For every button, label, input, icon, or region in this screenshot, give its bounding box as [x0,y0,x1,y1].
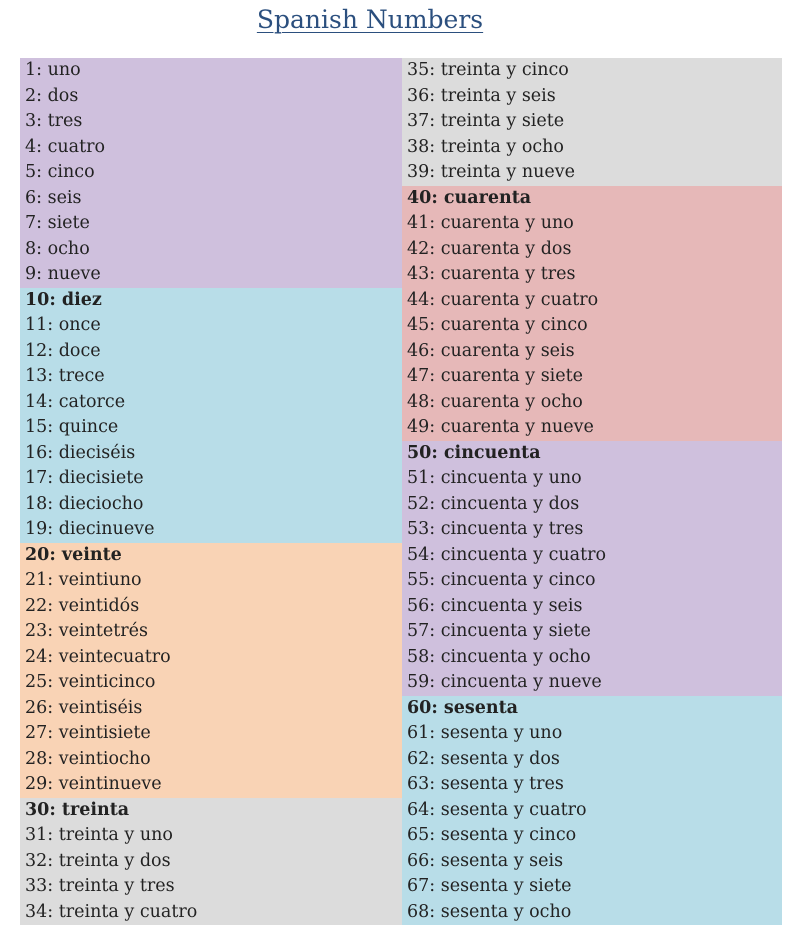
number-row: 7: siete [20,211,402,237]
number-row: 24: veintecuatro [20,645,402,671]
number-row: 33: treinta y tres [20,874,402,900]
number-row: 27: veintisiete [20,721,402,747]
number-group-heading: 50: cincuenta [402,441,782,467]
number-row: 51: cincuenta y uno [402,466,782,492]
number-row: 41: cuarenta y uno [402,211,782,237]
numbers-table [20,58,782,925]
number-row: 26: veintiséis [20,696,402,722]
number-row: 25: veinticinco [20,670,402,696]
number-row: 38: treinta y ocho [402,135,782,161]
number-row: 16: dieciséis [20,441,402,467]
number-row: 67: sesenta y siete [402,874,782,900]
number-row: 61: sesenta y uno [402,721,782,747]
number-row: 53: cincuenta y tres [402,517,782,543]
number-row: 66: sesenta y seis [402,849,782,875]
number-row: 19: diecinueve [20,517,402,543]
number-group-heading: 10: diez [20,288,402,314]
number-row: 32: treinta y dos [20,849,402,875]
number-group-heading: 20: veinte [20,543,402,569]
number-row: 44: cuarenta y cuatro [402,288,782,314]
number-group-heading: 60: sesenta [402,696,782,722]
number-row: 5: cinco [20,160,402,186]
number-row: 42: cuarenta y dos [402,237,782,263]
number-row: 2: dos [20,84,402,110]
number-row: 14: catorce [20,390,402,416]
number-row: 15: quince [20,415,402,441]
number-row: 34: treinta y cuatro [20,900,402,926]
number-row: 56: cincuenta y seis [402,594,782,620]
number-row: 54: cincuenta y cuatro [402,543,782,569]
number-row: 68: sesenta y ocho [402,900,782,926]
number-row: 6: seis [20,186,402,212]
number-row: 59: cincuenta y nueve [402,670,782,696]
number-row: 58: cincuenta y ocho [402,645,782,671]
number-row: 36: treinta y seis [402,84,782,110]
number-row: 4: cuatro [20,135,402,161]
number-row: 43: cuarenta y tres [402,262,782,288]
number-row: 11: once [20,313,402,339]
number-row: 12: doce [20,339,402,365]
number-row: 65: sesenta y cinco [402,823,782,849]
number-row: 13: trece [20,364,402,390]
number-row: 17: diecisiete [20,466,402,492]
number-row: 23: veintetrés [20,619,402,645]
number-row: 49: cuarenta y nueve [402,415,782,441]
number-row: 45: cuarenta y cinco [402,313,782,339]
number-row: 31: treinta y uno [20,823,402,849]
number-row: 22: veintidós [20,594,402,620]
left-column [20,58,402,925]
number-group-heading: 30: treinta [20,798,402,824]
number-row: 47: cuarenta y siete [402,364,782,390]
number-row: 48: cuarenta y ocho [402,390,782,416]
number-row: 8: ocho [20,237,402,263]
number-row: 63: sesenta y tres [402,772,782,798]
number-row: 37: treinta y siete [402,109,782,135]
number-row: 28: veintiocho [20,747,402,773]
page-title: Spanish Numbers [256,5,484,34]
number-row: 57: cincuenta y siete [402,619,782,645]
number-group-heading: 40: cuarenta [402,186,782,212]
number-row: 21: veintiuno [20,568,402,594]
number-row: 52: cincuenta y dos [402,492,782,518]
number-row: 3: tres [20,109,402,135]
number-row: 39: treinta y nueve [402,160,782,186]
number-row: 29: veintinueve [20,772,402,798]
right-column [402,58,782,925]
number-row: 55: cincuenta y cinco [402,568,782,594]
number-row: 1: uno [20,58,402,84]
number-row: 35: treinta y cinco [402,58,782,84]
number-row: 64: sesenta y cuatro [402,798,782,824]
number-row: 62: sesenta y dos [402,747,782,773]
number-row: 18: dieciocho [20,492,402,518]
number-row: 46: cuarenta y seis [402,339,782,365]
number-row: 9: nueve [20,262,402,288]
